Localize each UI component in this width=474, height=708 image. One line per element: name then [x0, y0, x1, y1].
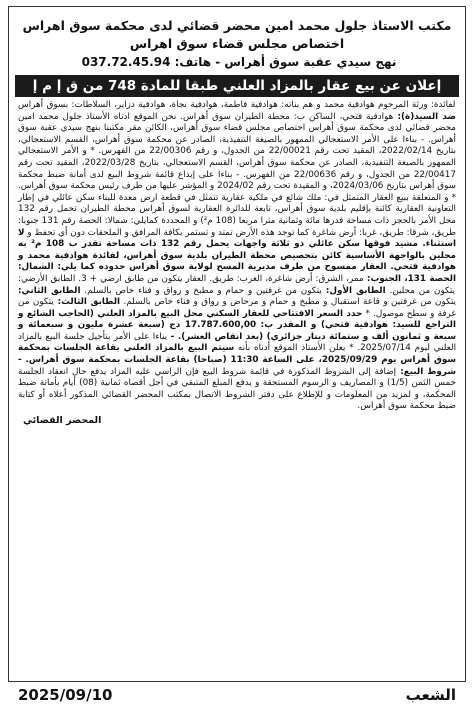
- third-floor-desc: يتكون من غرفة و سطح موصول. *: [18, 297, 456, 319]
- auction-date: سيتم البيع بالمزاد العلني بقاعة الجلسات بمحكمة سوق أهراس يوم 2025/09/29، على الساعة 11:30 (صباحا) بقاعة الجلسات بمحكمة سوق أهراس.: [18, 343, 456, 366]
- postponement-order: بناءا على الأمر بتأجيل جلسة البيع بالمزاد العلني ليوم 2025/07/14. * يعلن الأستاذ الموقع أدناه بأنه: [18, 331, 457, 354]
- sale-conditions-label: - شروط البيع:: [18, 355, 456, 377]
- signature: المحضر القضائي: [23, 415, 102, 427]
- jurisdiction: اختصاص مجلس قضاء سوق اهراس: [129, 36, 345, 51]
- opening-price: حدد السعر الافتتاحي للعقار السكني محل البيع بالمزاد العلني (الحاجب الشائع و التراجع للسيد: هوادفية فتحي) و المقدر ب: 17.787.600,00 دج (سبعة عشرة مليون و سبعمائة و سبعة و ثمانون ألف و ستمائة دينار جزائري) (بعد انقاص العشر). -: [18, 308, 456, 342]
- address-text: نهج سيدي عقبة سوق أهراس - هاتف:: [170, 55, 397, 69]
- publication-date: 2025/09/10: [18, 686, 113, 704]
- office-name: مكتب الاستاذ جلول محمد امين محضر قضائي لدى محكمة سوق اهراس: [22, 18, 452, 33]
- phone-number: 037.72.45.94: [81, 55, 171, 69]
- ad-footer: [8, 684, 466, 706]
- ad-title-banner: إعلان عن بيع عقار بالمزاد العلني طبقا للمادة 748 من ق إ م إ: [15, 75, 459, 97]
- body-para-1c: هوادفية فتحي، الساكن ب: محطة الطيران سوق أهراس. نحن الموقع ادناه الأستاذ جلول محمد امين محضر قضائي لدى محكمة سوق أهراس اختصاص مجلس قضاء سوق أهراس، الكائن مقر مكتبنا بنهج سيدي عقبة سوق أهراس. - بناءا على الأمر الاستعجالي الممهور بالصيغة التنفيذية، الصادر عن محكمة سوق أهراس، القسم الاستعجالي، بتاريخ 2022/02/14، المقيد تحت رقم 22/00021 من الجدول، و رقم 22/00306 من الفهرس. * و الأمر الاستعجالي الممهور بالصيغة التنفيذية، الصادر عن محكمة سوق أهراس، القسم الاستعجالي، بتاريخ 2022/03/28، المقيد تحت رقم 22/00417 من الجدول، و رقم 22/00636 من الفهرس. - بناءا على إيداع قائمة شروط البيع لدى أمانة ضبط محكمة سوق أهراس بتاريخ 2024/03/06، و المقيدة تحت رقم 2024/02 و المؤشر عليها من طرف رئيس محكمة سوق أهراس. * و المتعلقة ببيع العقار المتمثل في: ملك شائع في ملكية عقارية تتمثل في قطعة ارض معدة للبناء سكن عائلي في إطار التعاونية العقارية كائنة بإقليم بلدية سوق أهراس، تابعة للدائرة العقارية لسوق أهراس محطة الطيران تحمل رقم 132 محل الأمر بالحجز ذات مساحة قدرها مائة وثمانية مترا مربعا (108 م²) و المحددة كمايلي: شمالا: الحصة رقم 131 جنوبا: طريق، شرقا: طريق، غربا: أرض شاغرة كما توجد هذه الأرض تمتد و تستمر بكافة المرافق و الملحقات دون أي تحفظ و: [18, 111, 456, 238]
- ad-header: [9, 7, 465, 71]
- against-label: ضد السيد(ة):: [393, 111, 457, 122]
- third-floor-label: الطابق الثالث:: [53, 297, 121, 308]
- first-floor-label: الطابق الأول:: [321, 285, 386, 296]
- ad-body: [9, 100, 465, 413]
- ad-frame: [8, 6, 466, 682]
- body-para-2c: ممر، الشرق: أرض شاغرة، الغرب: طريق. العقار يتكون من طابق ارضي + 3. الطابق الأرضي: يتكون من محلين.: [18, 273, 455, 296]
- second-floor-label: الطابق الثاني:: [18, 285, 81, 296]
- second-floor-desc: يتكون من غرفتين و قاعة استقبال و مطبخ و حمام و مرحاض و رواق و فناء خاص بالسلم.: [120, 297, 456, 308]
- body-para-2: لا استثناء. مشيد فوقها سكن عائلي ذو ثلاثة واجهات يحمل رقم 132 ذات مساحة تقدر ب 108 م² به محلين بالواجهة الأساسية كائن بتحصيص محطة الطيران بلدية سوق أهراس، لفائدة هوادفية محمد و هوادفية فتحي. العقار ممسوح من طرف مديرية المسح لولاية سوق أهراس حدوده كما يلي:: [17, 227, 456, 273]
- first-floor-desc: يتكون من غرفتين و حمام و مطبخ و رواق و فناء خاص بالسلم.: [80, 285, 322, 296]
- body-para-1: لفائدة: ورثة المرحوم هوادفية محمد و هم بناته: هوادفية فاطمة، هوادفية نجاة، هوادفية دزاير، السلاطات: بسوق أهراس: [18, 100, 456, 110]
- boundaries-label: الشمال: الحصة 131، الجنوب:: [18, 262, 456, 284]
- publication-name: الشعب: [405, 686, 456, 704]
- address-line: [19, 54, 455, 71]
- sale-conditions: إضافة إلى الشروط المذكورة في قائمة شروط البيع فإن الراسي عليه المزاد يدفع حال انعقاد الجلسة خمس الثمن (1/5) و المصاريف و الرسوم المستحقة و يدفع المبلغ المتبقي في أجل أقصاه ثمانية (08) أيام بأمانة ضبط المحكمة، و لمزيد من المعلومات و للإطلاع على دفتر الشروط الاتصال بمكتب المحضر القضائي المذكور أعلاه أو كتابة ضبط محكمة سوق أهراس.: [18, 366, 457, 412]
